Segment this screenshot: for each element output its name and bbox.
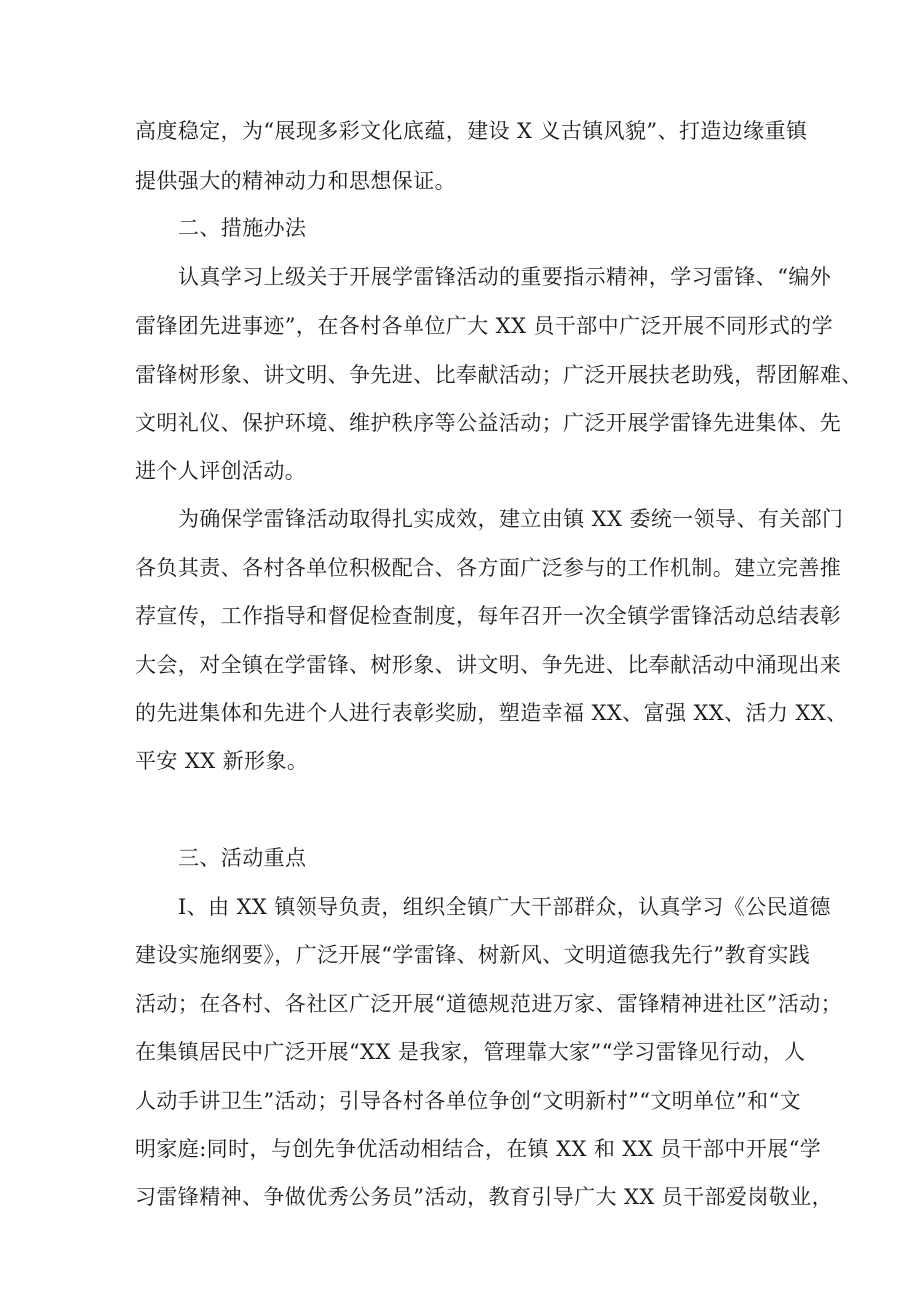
body-line: 明家庭:同时，与创先争优活动相结合，在镇 XX 和 XX 员干部中开展“学	[135, 1137, 822, 1161]
body-line: 大会，对全镇在学雷锋、树形象、讲文明、争先进、比奉献活动中涌现出来	[135, 653, 842, 677]
body-line: 进个人评创活动。	[135, 459, 307, 483]
section-heading: 三、活动重点	[178, 846, 307, 870]
body-line: 高度稳定，为“展现多彩文化底蕴，建设 X 义古镇风貌”、打造边缘重镇	[135, 119, 808, 143]
body-line: 雷锋树形象、讲文明、争先进、比奉献活动；广泛开展扶老助残，帮团解难、	[135, 363, 863, 387]
body-line: 雷锋团先进事迹”，在各村各单位广大 XX 员干部中广泛开展不同形式的学	[135, 314, 833, 338]
body-line: 人动手讲卫生”活动；引导各村各单位争创“文明新村”“文明单位”和“文	[135, 1089, 802, 1113]
body-line: 认真学习上级关于开展学雷锋活动的重要指示精神，学习雷锋、“编外	[178, 265, 832, 289]
body-line: 建设实施纲要》，广泛开展“学雷锋、树新风、文明道德我先行”教育实践	[135, 943, 811, 967]
body-line: 提供强大的精神动力和思想保证。	[135, 169, 456, 193]
body-line: 活动；在各村、各社区广泛开展“道德规范进万家、雷锋精神进社区”活动；	[135, 992, 843, 1016]
body-line: 为确保学雷锋活动取得扎实成效，建立由镇 XX 委统一领导、有关部门	[178, 507, 844, 531]
body-line: 平安 XX 新形象。	[135, 749, 309, 773]
body-line: 习雷锋精神、争做优秀公务员”活动，教育引导广大 XX 员干部爱岗敬业，	[135, 1185, 833, 1209]
body-line: 文明礼仪、保护环境、维护秩序等公益活动；广泛开展学雷锋先进集体、先	[135, 411, 842, 435]
body-line: 的先进集体和先进个人进行表彰奖励，塑造幸福 XX、富强 XX、活力 XX、	[135, 701, 848, 725]
section-heading: 二、措施办法	[178, 216, 307, 240]
body-line: 在集镇居民中广泛开展“XX 是我家，管理靠大家”“学习雷锋见行动，人	[135, 1040, 806, 1064]
body-line: I、由 XX 镇领导负责，组织全镇广大干部群众，认真学习《公民道德	[178, 895, 831, 919]
body-line	[135, 795, 920, 825]
body-line: 各负其责、各村各单位积极配合、各方面广泛参与的工作机制。建立完善推	[135, 556, 842, 580]
body-line: 荐宣传，工作指导和督促检查制度，每年召开一次全镇学雷锋活动总结表彰	[135, 604, 842, 628]
